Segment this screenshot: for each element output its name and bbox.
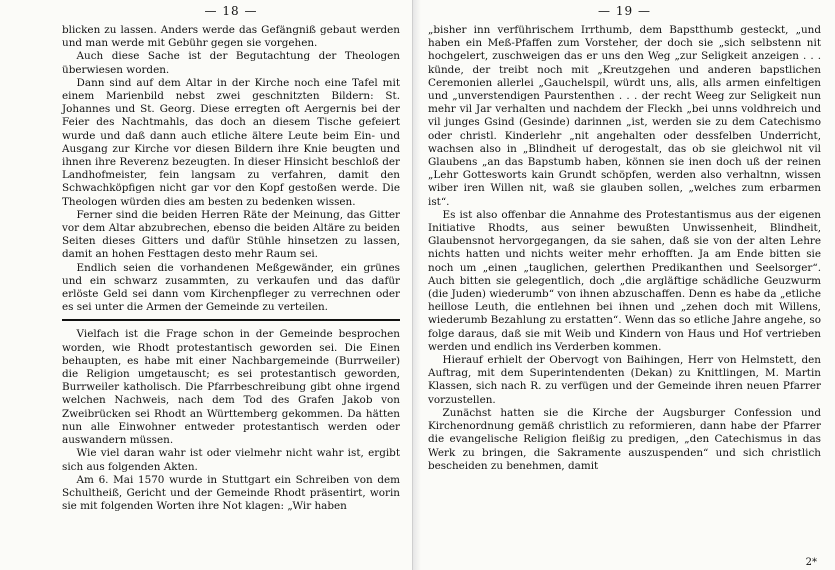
paragraph: Es ist also offenbar die Annahme des Protestantismus aus der eigenen Initiative Rhodts, aus seiner bewußten Unwissenheit, Blindheit, Glaubensnot hervorgegangen, da sie sahen, daß sie von der alten Lehre nichts hatten und nichts weiter mehr erhofften. Ja am Ende bitten sie noch um „einen „tauglichen, gelerthen Predikanthen und Seelsorger“. Auch bitten sie gelegentlich, doch „die argläftige schädliche Geuzwurm (die Juden) wiederumb“ von ihnen abzuschaffen. Denn es habe da „etliche heillose Leuth, die entlehnen bei ihnen und „zehen doch mit Willens, wiederumb Bezahlung zu erstatten“. Wenn das so etliche Jahre angehe, so folge daraus, daß sie mit Weib und Kindern von Haus und Hof vertrieben werden und endlich ins Verderben kommen. xyxy=(428,208,822,353)
page-gutter xyxy=(413,0,421,570)
paragraph: Endlich seien die vorhandenen Meßgewänder, ein grünes und ein schwarz zusammten, zu verkaufen und das dafür erlöste Geld sei dann vom Kirchenpfleger zu verrechnen oder es sei unter die Armen der Gemeinde zu verteilen. xyxy=(62,261,400,314)
paragraph: Hierauf erhielt der Obervogt von Baihingen, Herr von Helmstett, den Auftrag, mit dem Superintendenten (Dekan) zu Knittlingen, M. Martin Klassen, sich nach R. zu verfügen und der Gemeinde ihren neuen Pfarrer vorzustellen. xyxy=(428,354,821,406)
page-number: — 19 — xyxy=(598,4,651,18)
paragraph: Dann sind auf dem Altar in der Kirche noch eine Tafel mit einem Marienbild nebst zwei geschnitzten Bildern: St. Johannes und St. Georg. Diese erregten oft Aergernis bei der Feier des Nachtmahls, das doch an diesem Tische gefeiert wurde und daß dann auch etliche ältere Leute beim Ein- und Ausgang zur Kirche vor diesen Bildern ihre Knie beugten und ihnen ihre Reverenz bezeugten. In dieser Hinsicht beschloß der Landhofmeister, fein langsam zu verfahren, damit den Schwachköpfigen nicht gar vor den Kopf gestoßen werde. Die Theologen würden dies am besten zu bedenken wissen. xyxy=(62,76,400,208)
paragraph: Am 6. Mai 1570 wurde in Stuttgart ein Schreiben von dem Schultheiß, Gericht und der Gemeinde Rhodt präsentirt, worin sie mit folgenden Worten ihre Not klagen: „Wir haben xyxy=(62,473,400,513)
paragraph: blicken zu lassen. Anders werde das Gefängniß gebaut werden und man werde mit Gebühr gegen sie vorgehen. xyxy=(62,24,400,50)
paragraph: Zunächst hatten sie die Kirche der Augsburger Confession und Kirchenordnung gemäß christlich zu reformieren, dann habe der Pfarrer die evangelische Religion fleißig zu predigen, „den Catechismus in das Werk zu bringen, die Sakramente auszuspenden“ und sich christlich bescheiden zu benehmen, damit xyxy=(428,406,821,472)
left-page-text xyxy=(62,24,400,513)
paragraph: „bisher inn verführischem Irrthumb, dem Bapstthumb gesteckt, „und haben ein Meß-Pfaffen zum Vorsteher, der doch sie „sich selbstenn nit hochgelert, zuschweigen das er uns den Weg „zur Seligkeit anzeigen . . . künde, der treibt noch mit „Kreutzgehen und anderen bapstlichen Ceremonien allerlei „Gauchelspil, würdt uns, alls, alls armen einfeltigen und „unverstendigen Paurstenthen . . . der recht Weeg zur Seligkeit nun mehr vil Jar verhalten und nachdem der Fleckh „bei unns voldhreich und vil junges Gsind (Gesinde) darinnen „ist, werden sie zu dem Catechismo oder christl. Kinderlehr „nit angehalten oder dessfelben Underricht, wachsen also in „Blindheit uf derogestalt, das ob sie gleichwol nit vil Glaubens „an das Bapstumb haben, können sie inen doch uß der reinen „Lehr Gottesworts kain Grundt schöpfen, werden also verhaltnn, wissen wiber iren Willen nit, waß sie glauben sollen, „welches zum erbarmen ist“. xyxy=(428,24,821,208)
page-number: — 18 — xyxy=(204,4,258,18)
paragraph: Ferner sind die beiden Herren Räte der Meinung, das Gitter vor dem Altar abzubrechen, ebenso die beiden Altäre zu beiden Seiten dieses Gitters und dafür Stühle hinsetzen zu lassen, damit an hohen Festtagen desto mehr Raum sei. xyxy=(62,208,400,261)
paragraph: Auch diese Sache ist der Begutachtung der Theologen überwiesen worden. xyxy=(62,50,400,76)
section-divider xyxy=(62,319,400,321)
paragraph: Wie viel daran wahr ist oder vielmehr nicht wahr ist, ergibt sich aus folgenden Akten. xyxy=(62,447,400,473)
right-page-text xyxy=(428,24,821,473)
paragraph: Vielfach ist die Frage schon in der Gemeinde besprochen worden, wie Rhodt protestantisch geworden sei. Die Einen behaupten, es habe mit einer Nachbargemeinde (Burrweiler) die Religion umgetauscht; es sei protestantisch geworden, Burrweiler katholisch. Die Pfarrbeschreibung gibt ohne irgend welchen Nachweis, nach dem Tod des Grafen Jakob von Zweibrücken sei Rhodt an Württemberg gekommen. Da hätten nun alle Einwohner entweder protestantisch werden oder auswandern müssen. xyxy=(62,328,400,447)
left-page xyxy=(0,0,413,570)
right-page xyxy=(413,0,835,570)
signature-mark: 2* xyxy=(805,557,817,568)
